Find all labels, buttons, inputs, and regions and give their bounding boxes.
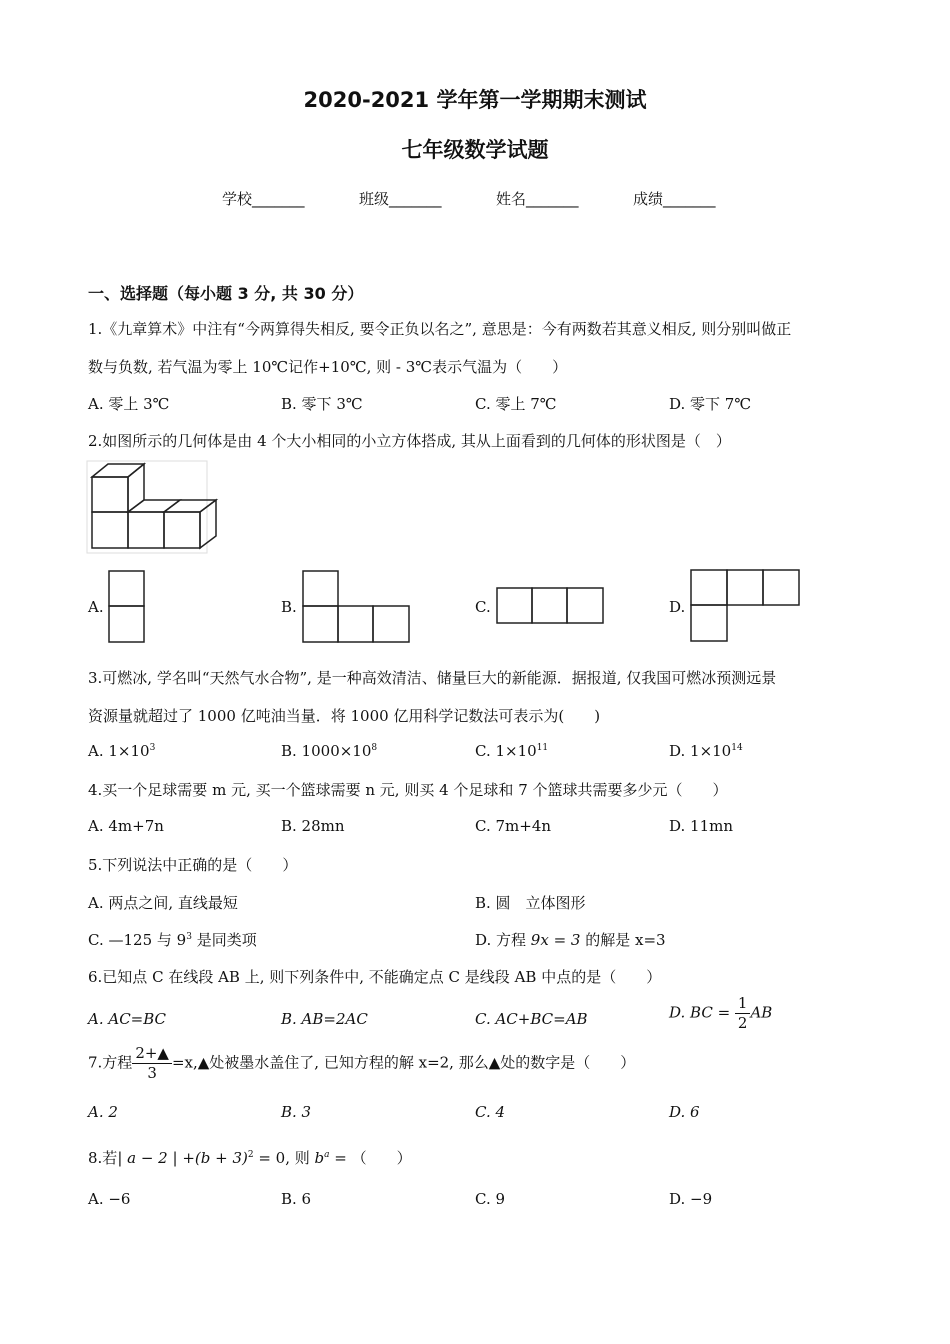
q8-option-a: A. −6 xyxy=(88,1190,131,1208)
q8-text: 8.若| a − 2 | $+(b + 3)^2 = 0$, 则 $b^a$ = （ ） xyxy=(88,1149,412,1167)
q4-option-c: C. 7m+4n xyxy=(475,817,552,835)
q1-option-c: C. 零上 7℃ xyxy=(475,395,557,413)
q7-option-c: C. 4 xyxy=(475,1103,506,1121)
q5-option-d: D. 方程 9x = 3 的解是 x=3 xyxy=(475,931,666,949)
q8-option-b: B. 6 xyxy=(281,1190,312,1208)
q3-option-c: C. $1\times 10^{11}$ xyxy=(475,742,549,760)
q7-text: 7.方程 $\frac{2+▲}{3}$ =x,▲处被墨水盖住了, 已知方程的解 x=2, 那么▲处的数字是（ ） xyxy=(88,1044,636,1082)
score-field: 成绩_______ xyxy=(633,190,716,208)
q5-option-c: C. —125 与 $9^3$ 是同类项 xyxy=(88,931,257,949)
class-field: 班级_______ xyxy=(359,190,442,208)
q5-option-b: B. 圆 立体图形 xyxy=(475,894,586,912)
q7-option-b: B. 3 xyxy=(281,1103,312,1121)
q7-option-a: A. 2 xyxy=(88,1103,118,1121)
name-field: 姓名_______ xyxy=(496,190,579,208)
q3-text-line2: 资源量就超过了 1000 亿吨油当量．将 1000 亿用科学记数法可表示为( ) xyxy=(88,707,601,725)
q3-option-a: A. $1\times 10^3$ xyxy=(88,742,156,760)
q1-option-d: D. 零下 7℃ xyxy=(669,395,752,413)
q3-text-line1: 3.可燃冰, 学名叫“天然气水合物”, 是一种高效清洁、储量巨大的新能源．据报道, 仅我国可燃冰预测远景 xyxy=(88,669,777,687)
q8-option-c: C. 9 xyxy=(475,1190,506,1208)
q6-option-b: B. AB=2AC xyxy=(281,1010,368,1028)
exam-title: 2020-2021 学年第一学期期末测试 xyxy=(303,88,647,112)
q4-option-b: B. 28mn xyxy=(281,817,345,835)
q2-option-d-label: D. xyxy=(669,598,686,616)
q1-option-b: B. 零下 3℃ xyxy=(281,395,363,413)
q4-text: 4.买一个足球需要 m 元, 买一个篮球需要 n 元, 则买 4 个足球和 7 个篮球共需要多少元（ ） xyxy=(88,781,728,799)
q2-text: 2.如图所示的几何体是由 4 个大小相同的小立方体搭成, 其从上面看到的几何体的形状图是（ ） xyxy=(88,432,731,450)
q1-option-a: A. 零上 3℃ xyxy=(88,395,170,413)
q2-option-b-label: B. xyxy=(281,598,297,616)
q6-option-d-fraction: $\frac{1}{2}$ xyxy=(735,996,751,1031)
q2-option-b-figure xyxy=(302,570,412,644)
q6-option-a: A. AC=BC xyxy=(88,1010,167,1028)
q2-option-d-figure xyxy=(690,569,802,644)
q2-solid-figure xyxy=(86,460,210,556)
q3-option-b: B. $1000\times 10^8$ xyxy=(281,742,378,760)
q5-text: 5.下列说法中正确的是（ ） xyxy=(88,856,298,874)
q5-option-a: A. 两点之间, 直线最短 xyxy=(88,894,238,912)
q1-text-line1: 1.《九章算术》中注有“今两算得失相反, 要令正负以名之”, 意思是：今有两数若其意义相反, 则分别叫做正 xyxy=(88,320,792,338)
q6-option-d: D. BC = $\frac{1}{2}$ AB xyxy=(669,994,773,1032)
q7-fraction: $\frac{2+▲}{3}$ xyxy=(132,1046,172,1081)
q2-option-c-figure xyxy=(496,587,606,627)
school-field: 学校_______ xyxy=(222,190,305,208)
q8-option-d: D. −9 xyxy=(669,1190,713,1208)
q2-option-a-figure xyxy=(108,570,146,644)
q7-option-d: D. 6 xyxy=(669,1103,700,1121)
q3-option-d: D. $1\times 10^{14}$ xyxy=(669,742,743,760)
exam-subtitle: 七年级数学试题 xyxy=(401,138,549,162)
q6-text: 6.已知点 C 在线段 AB 上, 则下列条件中, 不能确定点 C 是线段 AB 中点的是（ ） xyxy=(88,968,662,986)
section-heading: 一、选择题（每小题 3 分, 共 30 分） xyxy=(88,284,364,303)
q2-option-c-label: C. xyxy=(475,598,491,616)
q1-text-line2: 数与负数, 若气温为零上 10℃记作+10℃, 则 - 3℃表示气温为（ ） xyxy=(88,358,568,376)
q2-option-a-label: A. xyxy=(88,598,104,616)
q6-option-c: C. AC+BC=AB xyxy=(475,1010,588,1028)
q4-option-d: D. 11mn xyxy=(669,817,733,835)
q4-option-a: A. 4m+7n xyxy=(88,817,164,835)
